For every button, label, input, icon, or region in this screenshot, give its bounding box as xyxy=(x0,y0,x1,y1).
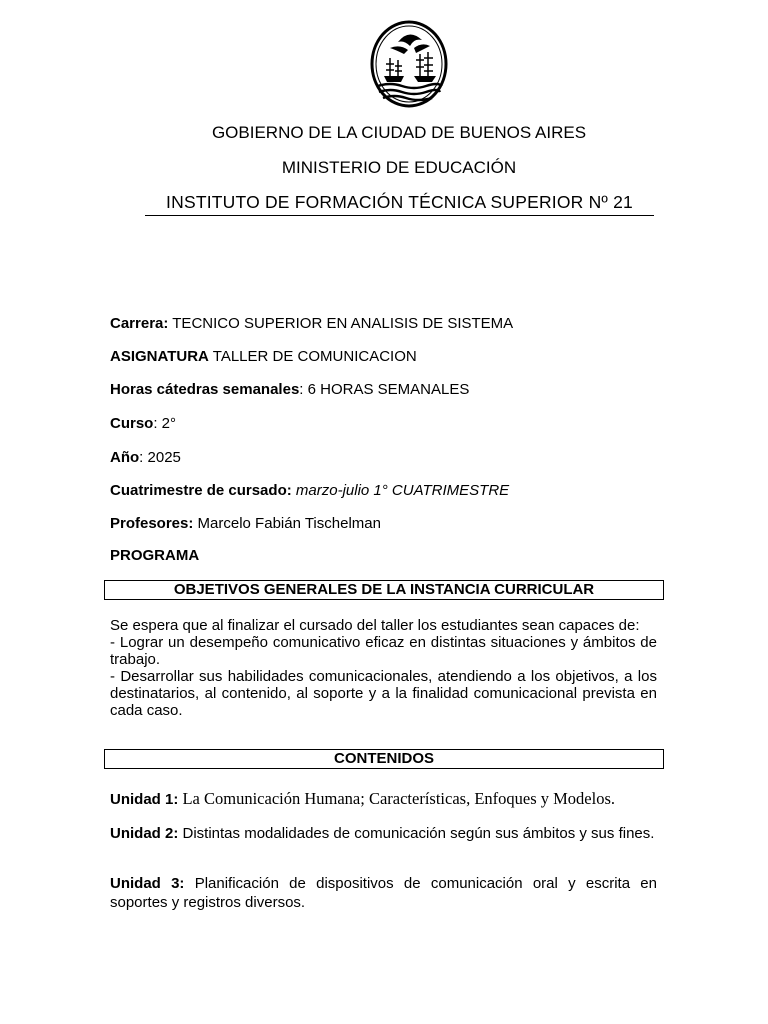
field-value: marzo-julio 1° CUATRIMESTRE xyxy=(291,482,510,499)
ministry-title: MINISTERIO DE EDUCACIÓN xyxy=(281,158,517,177)
objetivos-item: - Lograr un desempeño comunicativo eficaz en distintas situaciones y ámbitos de trabajo. xyxy=(110,634,657,668)
field-value: : 2025 xyxy=(139,449,181,466)
government-title: GOBIERNO DE LA CIUDAD DE BUENOS AIRES xyxy=(211,123,587,142)
field-label: Año xyxy=(110,449,140,466)
contenidos-heading: CONTENIDOS xyxy=(104,749,664,769)
field-label: Carrera: xyxy=(110,315,169,332)
field-value: TECNICO SUPERIOR EN ANALISIS DE SISTEMA xyxy=(168,315,514,332)
field-asignatura xyxy=(110,348,417,365)
field-label: Horas cátedras semanales xyxy=(110,381,300,398)
unidad-text: Distintas modalidades de comunicación según sus ámbitos y sus fines. xyxy=(178,825,655,842)
field-value: : 6 HORAS SEMANALES xyxy=(299,381,470,398)
field-value: Marcelo Fabián Tischelman xyxy=(193,515,381,532)
unidad-text: La Comunicación Humana; Características, Enfoques y Modelos. xyxy=(178,789,616,808)
field-label: Cuatrimestre de cursado: xyxy=(110,482,292,499)
field-horas xyxy=(110,381,469,398)
institute-title: INSTITUTO DE FORMACIÓN TÉCNICA SUPERIOR Nº 21 xyxy=(145,192,654,216)
field-value: TALLER DE COMUNICACION xyxy=(208,348,417,365)
objetivos-intro: Se espera que al finalizar el cursado del taller los estudiantes sean capaces de: xyxy=(110,617,640,634)
objetivos-item: - Desarrollar sus habilidades comunicacionales, atendiendo a los objetivos, a los destinatarios, al contenido, al soporte y a la finalidad comunicacional prevista en cada caso. xyxy=(110,668,657,719)
unidad-label: Unidad 3: xyxy=(110,875,185,892)
field-profesores xyxy=(110,515,381,532)
objetivos-heading: OBJETIVOS GENERALES DE LA INSTANCIA CURRICULAR xyxy=(104,580,664,600)
field-value: : 2° xyxy=(153,415,177,432)
unidad-3 xyxy=(110,874,657,912)
unidad-text: Planificación de dispositivos de comunicación oral y escrita en soportes y registros diversos. xyxy=(110,875,657,911)
field-curso xyxy=(110,415,176,432)
field-label: Profesores: xyxy=(110,515,194,532)
unidad-2 xyxy=(110,824,657,843)
objetivos-text xyxy=(110,617,657,719)
field-label: Curso xyxy=(110,415,154,432)
unidad-label: Unidad 1: xyxy=(110,791,179,808)
field-label: ASIGNATURA xyxy=(110,348,209,365)
unidad-label: Unidad 2: xyxy=(110,825,179,842)
programa-label: PROGRAMA xyxy=(110,547,200,564)
field-cuatrimestre xyxy=(110,482,509,499)
buenos-aires-seal-icon xyxy=(370,20,448,108)
field-carrera xyxy=(110,315,513,332)
programa-heading xyxy=(110,547,199,564)
field-anio xyxy=(110,449,181,466)
unidad-1 xyxy=(110,789,657,809)
